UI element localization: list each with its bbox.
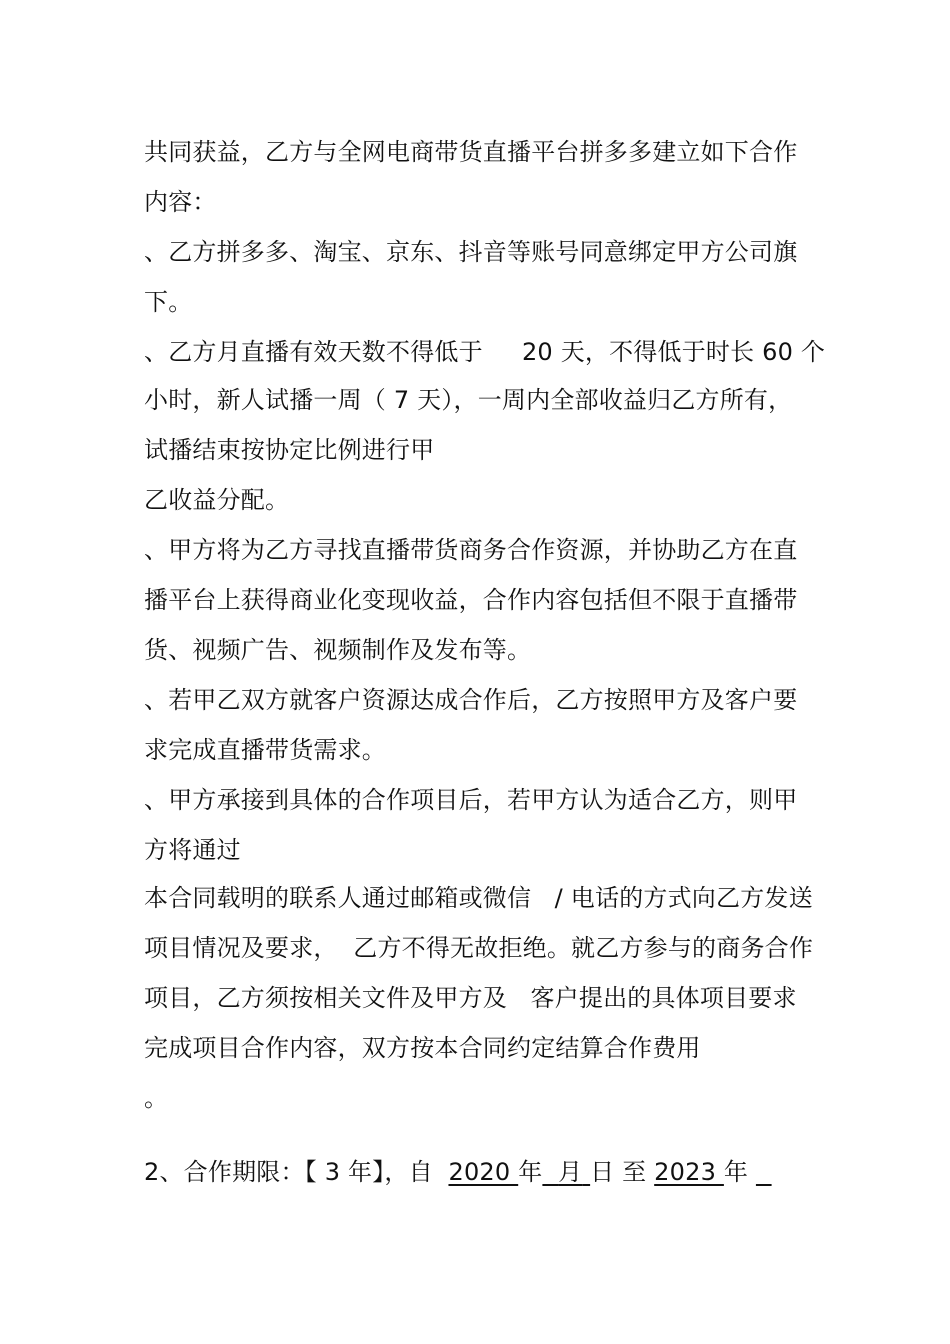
year-char: 年 [723, 1158, 756, 1186]
term-clause-line [144, 1156, 772, 1188]
body-line: 项目情况及要求， 乙方不得无故拒绝。就乙方参与的商务合作 [144, 934, 814, 962]
body-line: 、若甲乙双方就客户资源达成合作后，乙方按照甲方及客户要 [144, 686, 798, 714]
body-line: 乙收益分配。 [144, 486, 290, 514]
body-line: 小时，新人试播一周（ 7 天），一周内全部收益归乙方所有， [144, 386, 793, 414]
body-line: 。 [144, 1084, 169, 1112]
start-year-field: 2020 [448, 1158, 519, 1186]
body-line: 本合同载明的联系人通过邮箱或微信 / 电话的方式向乙方发送 [144, 884, 813, 912]
term-prefix: 2、合作期限：【 3 年】，自 [144, 1158, 449, 1186]
body-line: 内容： [144, 188, 217, 216]
body-line: 求完成直播带货需求。 [144, 736, 386, 764]
body-line: 共同获益，乙方与全网电商带货直播平台拼多多建立如下合作 [144, 138, 798, 166]
day-blank [582, 1158, 590, 1186]
year-char: 年 [518, 1158, 543, 1186]
body-line: 方将通过 [144, 836, 241, 864]
body-line: 、乙方拼多多、淘宝、京东、抖音等账号同意绑定甲方公司旗 [144, 238, 798, 266]
body-line: 、乙方月直播有效天数不得低于 20 天，不得低于时长 60 个 [144, 338, 826, 366]
body-line: 完成项目合作内容，双方按本合同约定结算合作费用 [144, 1034, 701, 1062]
day-char: 日 至 [590, 1158, 655, 1186]
month-blank [542, 1158, 558, 1186]
body-line: 货、视频广告、视频制作及发布等。 [144, 636, 532, 664]
tail-blank [756, 1158, 772, 1186]
month-char: 月 [558, 1158, 583, 1186]
body-line: 下。 [144, 288, 193, 316]
body-line: 、甲方将为乙方寻找直播带货商务合作资源，并协助乙方在直 [144, 536, 798, 564]
body-line: 播平台上获得商业化变现收益，合作内容包括但不限于直播带 [144, 586, 798, 614]
end-year-field: 2023 [654, 1158, 724, 1186]
body-line: 试播结束按协定比例进行甲 [144, 436, 435, 464]
body-line: 项目，乙方须按相关文件及甲方及 客户提出的具体项目要求 [144, 984, 797, 1012]
body-line: 、甲方承接到具体的合作项目后，若甲方认为适合乙方，则甲 [144, 786, 798, 814]
